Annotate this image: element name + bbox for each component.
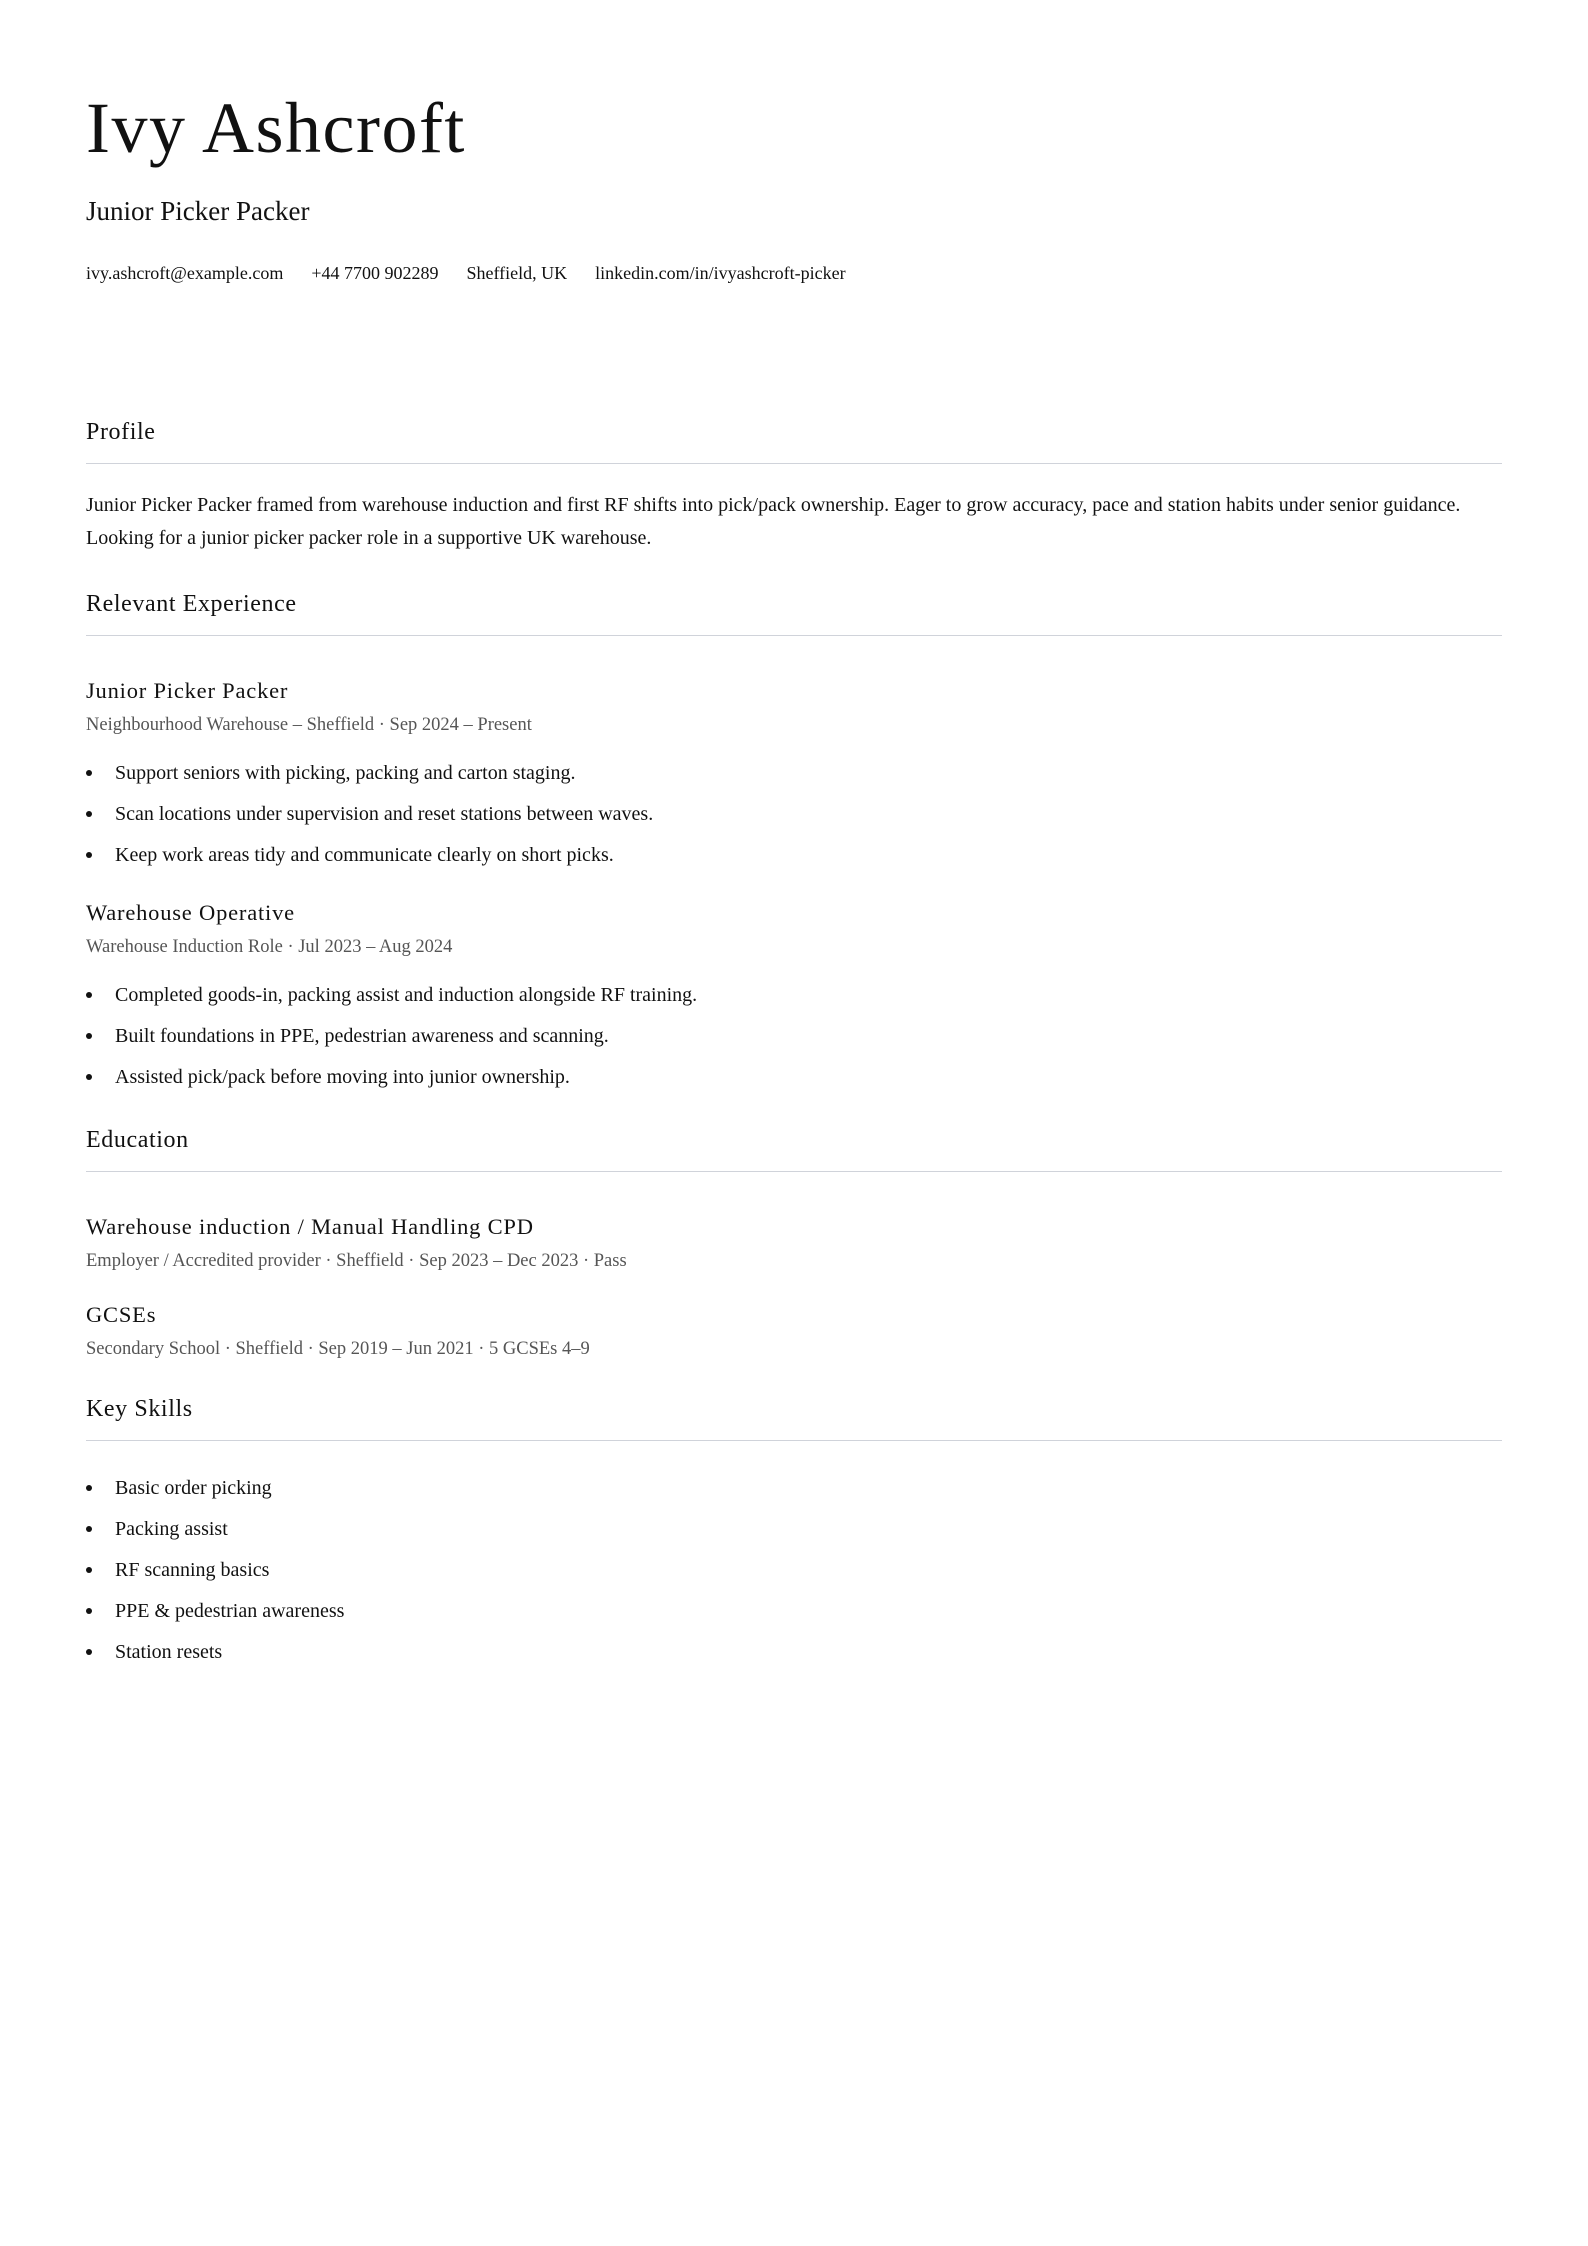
education-entry <box>86 1216 1502 1270</box>
section-title-skills: Key Skills <box>86 1396 193 1422</box>
list-item: Built foundations in PPE, pedestrian awareness and scanning. <box>86 1026 1502 1067</box>
list-item: Keep work areas tidy and communicate clearly on short picks. <box>86 845 1502 886</box>
list-item: Scan locations under supervision and reset stations between waves. <box>86 804 1502 845</box>
bullet-icon <box>86 770 92 776</box>
profile-section <box>86 420 1502 555</box>
contact-email[interactable]: ivy.ashcroft@example.com <box>86 263 284 283</box>
job-bullets <box>86 985 1502 1108</box>
job-entry <box>86 902 1502 1108</box>
section-title-profile: Profile <box>86 419 156 445</box>
job-meta: Warehouse Induction Role · Jul 2023 – Aug 2024 <box>86 936 453 957</box>
job-role: Junior Picker Packer <box>86 678 289 703</box>
job-meta: Neighbourhood Warehouse – Sheffield · Sep 2024 – Present <box>86 714 532 735</box>
bullet-icon <box>86 992 92 998</box>
bullet-icon <box>86 1567 92 1573</box>
bullet-icon <box>86 1608 92 1614</box>
list-item: Basic order picking <box>86 1478 1502 1519</box>
section-title-experience: Relevant Experience <box>86 591 297 617</box>
list-item: Support seniors with picking, packing and carton staging. <box>86 763 1502 804</box>
education-name: GCSEs <box>86 1302 157 1327</box>
job-role: Warehouse Operative <box>86 900 295 925</box>
profile-summary: Junior Picker Packer framed from warehouse induction and first RF shifts into pick/pack ownership. Eager to grow accuracy, pace and station habits under senior guidance. Looking for a junior picker packer role in a supportive UK warehouse. <box>86 494 1461 549</box>
bullet-icon <box>86 852 92 858</box>
job-entry <box>86 680 1502 886</box>
education-meta: Employer / Accredited provider · Sheffield · Sep 2023 – Dec 2023 · Pass <box>86 1250 627 1271</box>
education-meta: Secondary School · Sheffield · Sep 2019 – Jun 2021 · 5 GCSEs 4–9 <box>86 1338 590 1359</box>
candidate-headline: Junior Picker Packer <box>86 196 310 226</box>
contact-phone[interactable]: +44 7700 902289 <box>311 263 439 283</box>
contact-location: Sheffield, UK <box>466 263 568 283</box>
bullet-icon <box>86 1485 92 1491</box>
section-divider <box>86 1440 1502 1441</box>
bullet-icon <box>86 1649 92 1655</box>
list-item: PPE & pedestrian awareness <box>86 1601 1502 1642</box>
section-divider <box>86 635 1502 636</box>
education-entry <box>86 1304 1502 1358</box>
contact-linkedin[interactable]: linkedin.com/in/ivyashcroft-picker <box>595 263 846 283</box>
bullet-icon <box>86 1074 92 1080</box>
section-title-education: Education <box>86 1127 189 1153</box>
list-item: Completed goods-in, packing assist and induction alongside RF training. <box>86 985 1502 1026</box>
job-bullets <box>86 763 1502 886</box>
list-item: Assisted pick/pack before moving into junior ownership. <box>86 1067 1502 1108</box>
section-divider <box>86 463 1502 464</box>
education-name: Warehouse induction / Manual Handling CPD <box>86 1214 534 1239</box>
list-item: Station resets <box>86 1642 1502 1683</box>
contact-line <box>86 264 846 282</box>
candidate-name: Ivy Ashcroft <box>86 88 466 168</box>
list-item: RF scanning basics <box>86 1560 1502 1601</box>
skills-list <box>86 1478 1502 1683</box>
experience-section <box>86 592 1502 636</box>
skills-section <box>86 1397 1502 1683</box>
bullet-icon <box>86 1033 92 1039</box>
section-divider <box>86 1171 1502 1172</box>
education-section <box>86 1128 1502 1172</box>
list-item: Packing assist <box>86 1519 1502 1560</box>
bullet-icon <box>86 811 92 817</box>
bullet-icon <box>86 1526 92 1532</box>
